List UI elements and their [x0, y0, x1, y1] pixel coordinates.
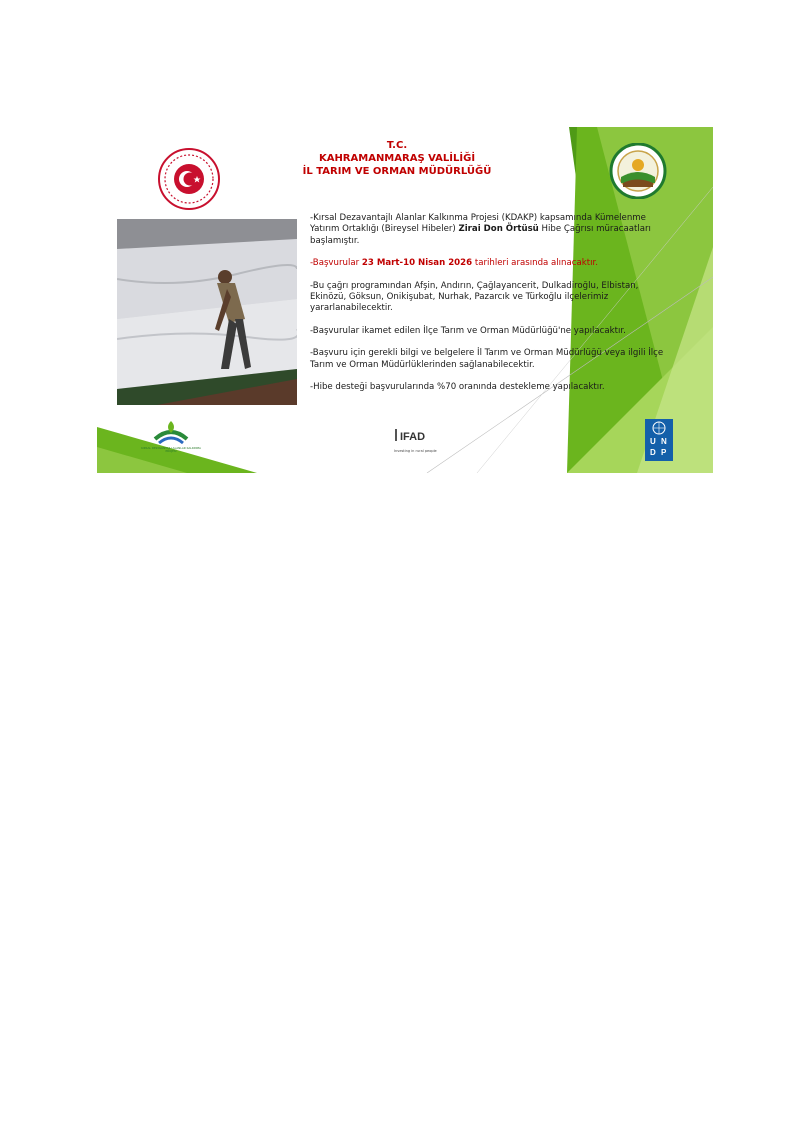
- ifad-tagline: Investing in rural people: [394, 449, 437, 453]
- undp-logo: [645, 419, 673, 461]
- ifad-logo-text: IFAD: [400, 431, 426, 443]
- undp-letter-u: U: [650, 437, 656, 446]
- paragraph-application-place: -Başvurular ikamet edilen İlçe Tarım ve Orman Müdürlüğü'ne yapılacaktır.: [310, 325, 626, 336]
- paragraph-districts: -Bu çağrı programından Afşin, Andırın, Çağlayancerit, Dulkadiroğlu, Elbistan, Ekinözü, Göksun, Onikişubat, Nurhak, Pazarcık ve Türkoğlu ilçelerimiz yararlanabilecektir.: [310, 280, 639, 314]
- announcement-body: [310, 213, 670, 404]
- undp-letter-d: D: [650, 448, 656, 457]
- announcement-slide: [97, 127, 713, 473]
- kdakp-caption: KIRSAL DEZAVANTAJLI ALANLAR KALKINMA PROJESİ: [141, 446, 201, 454]
- header-line-valilik: KAHRAMANMARAŞ VALİLİĞİ: [318, 153, 476, 164]
- ministry-logo: [609, 143, 667, 199]
- header-title: [297, 139, 497, 178]
- valilik-seal-logo: [154, 147, 224, 211]
- undp-letter-n: N: [661, 437, 667, 446]
- paragraph-support-rate: -Hibe desteği başvurularında %70 oranında destekleme yapılacaktır.: [310, 382, 605, 393]
- frost-cover-photo: [117, 219, 297, 405]
- header-line-mudurluk: İL TARIM VE ORMAN MÜDÜRLÜĞÜ: [302, 166, 492, 177]
- ifad-wheat-icon: [393, 427, 399, 443]
- paragraph-dates: -Başvurular 23 Mart-10 Nisan 2026 tarihleri arasında alınacaktır.: [310, 258, 598, 269]
- undp-letter-p: P: [661, 448, 667, 457]
- paragraph-intro: -Kırsal Dezavantajlı Alanlar Kalkınma Projesi (KDAKP) kapsamında Kümelenme Yatırım Ortaklığı (Bireysel Hibeler) Zirai Don Örtüsü Hibe Çağrısı müracaatları başlamıştır.: [310, 213, 651, 246]
- header-line-tc: T.C.: [386, 140, 408, 151]
- paragraph-information: -Başvuru için gerekli bilgi ve belgelere İl Tarım ve Orman Müdürlüğü veya ilgili İlçe Tarım ve Orman Müdürlüklerinden sağlanabilecektir.: [310, 348, 664, 370]
- un-globe-icon: [652, 421, 666, 435]
- kdakp-logo: [149, 417, 193, 447]
